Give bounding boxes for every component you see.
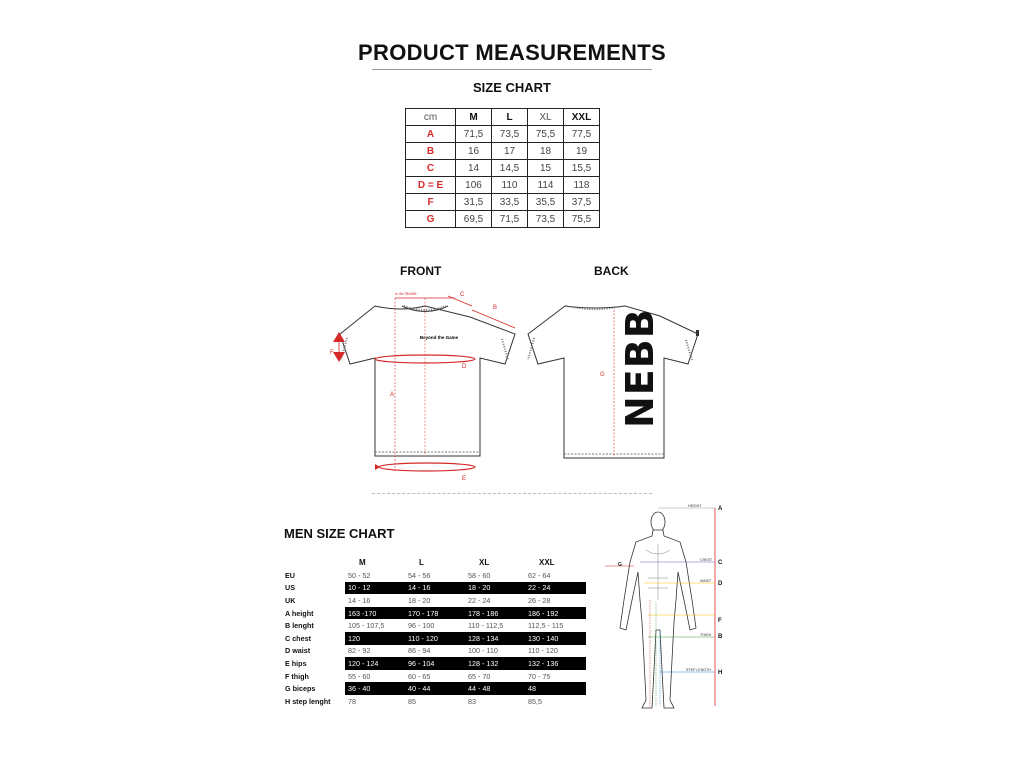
men-row-value: 70 - 75 — [528, 671, 551, 681]
men-chart-row — [285, 645, 586, 658]
men-chart-row — [285, 657, 586, 670]
men-row-label: F thigh — [285, 671, 309, 681]
measurement-value: 73,5 — [492, 126, 528, 143]
measurement-value: 75,5 — [564, 211, 600, 228]
marker-g: G — [600, 372, 605, 378]
letter-c: C — [718, 560, 723, 566]
measurement-value: 110 — [492, 177, 528, 194]
size-chart-title: SIZE CHART — [473, 80, 551, 95]
men-row-label: US — [285, 583, 295, 593]
men-size-chart-table — [285, 555, 586, 708]
marker-d: D — [462, 364, 467, 370]
men-row-value: 128 - 132 — [465, 657, 525, 670]
measurement-value: 18 — [528, 143, 564, 160]
waist-label: WAIST — [700, 579, 712, 583]
measurement-value: 69,5 — [456, 211, 492, 228]
marker-c: C — [460, 292, 465, 298]
back-print-logo: NEBB — [618, 308, 662, 428]
men-row-value: 110 - 120 — [528, 646, 558, 656]
size-chart-row — [406, 194, 600, 211]
men-row-value: 10 - 12 — [345, 582, 405, 595]
back-tshirt-diagram — [520, 296, 705, 466]
men-chart-row — [285, 569, 586, 582]
title-divider — [372, 69, 652, 70]
men-row-label: G biceps — [285, 684, 316, 694]
men-row-value: 18 - 20 — [465, 582, 525, 595]
men-row-label: C chest — [285, 633, 311, 643]
men-row-value: 130 - 140 — [525, 632, 586, 645]
men-chart-row — [285, 594, 586, 607]
size-chart-header-row — [406, 109, 600, 126]
measurement-label: G — [406, 211, 456, 228]
front-tshirt-diagram — [330, 284, 525, 486]
men-row-label: EU — [285, 570, 295, 580]
measurement-value: 71,5 — [456, 126, 492, 143]
men-row-value: 85 — [408, 696, 416, 706]
size-header: XXL — [564, 109, 600, 126]
men-row-value: 48 — [525, 682, 586, 695]
measurement-value: 15 — [528, 160, 564, 177]
men-row-label: B lenght — [285, 621, 314, 631]
size-chart-table — [405, 108, 600, 228]
back-label: BACK — [594, 264, 629, 278]
men-chart-row — [285, 695, 586, 708]
section-divider — [372, 493, 652, 494]
measurement-value: 31,5 — [456, 194, 492, 211]
men-row-value: 78 — [348, 696, 356, 706]
men-row-value: 82 - 92 — [348, 646, 371, 656]
size-header: XL — [479, 557, 490, 567]
men-row-value: 40 - 44 — [405, 682, 465, 695]
men-row-label: UK — [285, 595, 296, 605]
size-chart-row — [406, 143, 600, 160]
men-row-value: 86 - 94 — [408, 646, 431, 656]
men-chart-row — [285, 670, 586, 683]
size-chart-row — [406, 177, 600, 194]
men-row-label: H step lenght — [285, 696, 331, 706]
measurement-value: 15,5 — [564, 160, 600, 177]
measurement-label: C — [406, 160, 456, 177]
men-chart-row — [285, 682, 586, 695]
page-title: PRODUCT MEASUREMENTS — [358, 40, 666, 65]
men-row-value: 22 - 24 — [468, 595, 491, 605]
measurement-value: 14 — [456, 160, 492, 177]
letter-f: F — [718, 618, 722, 624]
men-row-value: 22 - 24 — [525, 582, 586, 595]
men-row-value: 54 - 56 — [408, 570, 431, 580]
letter-h: H — [718, 670, 723, 676]
men-row-value: 96 - 100 — [408, 621, 435, 631]
men-size-chart-title: MEN SIZE CHART — [284, 526, 395, 541]
men-row-value: 100 - 110 — [468, 646, 498, 656]
size-header: L — [419, 557, 424, 567]
size-chart-row — [406, 211, 600, 228]
men-chart-header-row — [285, 555, 586, 569]
measurement-value: 73,5 — [528, 211, 564, 228]
men-row-value: 18 - 20 — [408, 595, 431, 605]
men-row-value: 170 - 178 — [405, 607, 465, 620]
men-row-value: 83 — [468, 696, 476, 706]
measurement-value: 19 — [564, 143, 600, 160]
men-row-value: 178 - 186 — [465, 607, 525, 620]
men-row-value: 105 - 107,5 — [348, 621, 385, 631]
to-middle-label: to the Middle — [395, 291, 417, 296]
men-row-value: 50 - 52 — [348, 570, 371, 580]
marker-a: A — [390, 392, 395, 398]
men-row-value: 14 - 16 — [405, 582, 465, 595]
measurement-value: 71,5 — [492, 211, 528, 228]
men-chart-row — [285, 632, 586, 645]
measurement-value: 35,5 — [528, 194, 564, 211]
men-row-value: 120 — [345, 632, 405, 645]
measurement-label: A — [406, 126, 456, 143]
measurement-value: 114 — [528, 177, 564, 194]
measurement-label: D = E — [406, 177, 456, 194]
men-chart-row — [285, 619, 586, 632]
men-row-value: 110 - 120 — [405, 632, 465, 645]
letter-b: B — [718, 634, 723, 640]
chest-label: CHEST — [700, 558, 713, 562]
men-row-value: 36 - 40 — [345, 682, 405, 695]
measurement-value: 37,5 — [564, 194, 600, 211]
size-header: L — [492, 109, 528, 126]
measurement-value: 106 — [456, 177, 492, 194]
measurement-value: 75,5 — [528, 126, 564, 143]
thigh-label: THIGH — [700, 633, 712, 637]
letter-d: D — [718, 581, 723, 587]
men-row-value: 132 - 136 — [525, 657, 586, 670]
men-row-value: 62 - 64 — [528, 570, 551, 580]
men-row-value: 85,5 — [528, 696, 542, 706]
men-row-value: 110 - 112,5 — [468, 621, 504, 631]
measurement-label: B — [406, 143, 456, 160]
men-row-label: D waist — [285, 646, 311, 656]
size-chart-row — [406, 126, 600, 143]
men-chart-row — [285, 582, 586, 595]
men-row-label: E hips — [285, 658, 307, 668]
men-row-value: 120 - 124 — [345, 657, 405, 670]
men-row-value: 60 - 65 — [408, 671, 431, 681]
front-print-text: Beyond the Game — [419, 335, 459, 340]
men-row-value: 128 - 134 — [465, 632, 525, 645]
size-header: M — [456, 109, 492, 126]
men-row-value: 186 - 192 — [525, 607, 586, 620]
measurement-label: F — [406, 194, 456, 211]
men-row-value: 112,5 - 115 — [528, 621, 564, 631]
size-header: XXL — [539, 557, 555, 567]
size-header: M — [359, 557, 366, 567]
letter-g: G — [618, 562, 622, 568]
measurement-value: 118 — [564, 177, 600, 194]
unit-header: cm — [406, 109, 456, 126]
front-label: FRONT — [400, 264, 442, 278]
measurement-value: 17 — [492, 143, 528, 160]
letter-a: A — [718, 506, 723, 512]
men-row-value: 14 - 16 — [348, 595, 371, 605]
men-row-value: 65 - 70 — [468, 671, 491, 681]
size-chart-row — [406, 160, 600, 177]
measurement-value: 33,5 — [492, 194, 528, 211]
size-header: XL — [528, 109, 564, 126]
men-chart-row — [285, 607, 586, 620]
men-row-value: 55 - 60 — [348, 671, 371, 681]
men-row-label: A height — [285, 608, 314, 618]
men-row-value: 26 - 28 — [528, 595, 551, 605]
marker-f: F — [330, 350, 334, 356]
height-label: HEIGHT — [688, 504, 702, 508]
men-row-value: 96 - 104 — [405, 657, 465, 670]
step-length-label: STEP LENGTH — [686, 668, 711, 672]
measurement-value: 77,5 — [564, 126, 600, 143]
marker-e: E — [462, 476, 467, 482]
body-measurement-figure — [600, 500, 730, 715]
men-row-value: 58 - 60 — [468, 570, 491, 580]
measurement-value: 14,5 — [492, 160, 528, 177]
marker-b: B — [493, 305, 498, 311]
measurement-value: 16 — [456, 143, 492, 160]
men-row-value: 44 - 48 — [465, 682, 525, 695]
men-row-value: 163 -170 — [345, 607, 405, 620]
